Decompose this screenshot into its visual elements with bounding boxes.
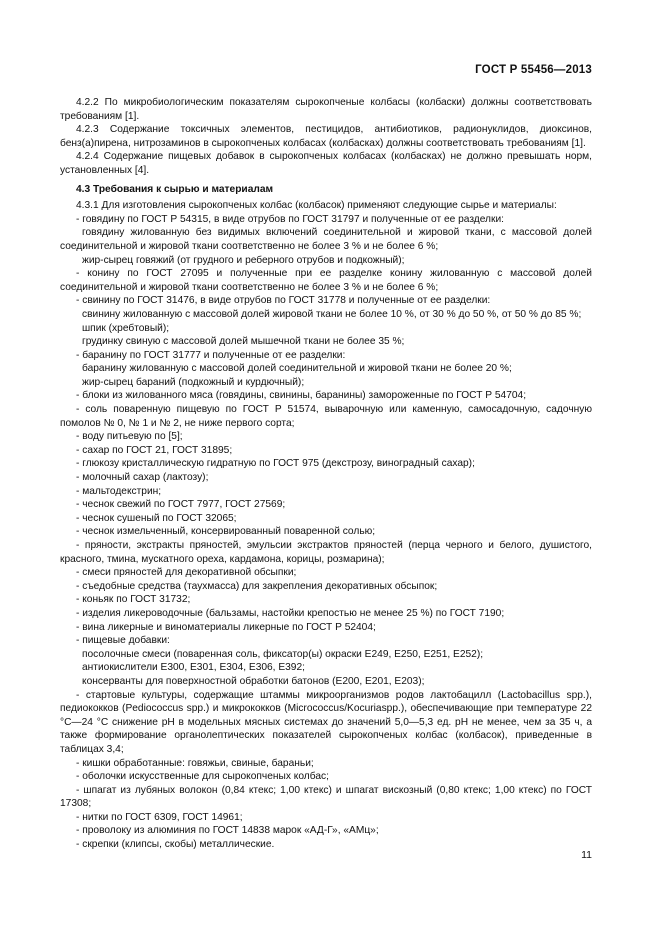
list-item: - глюкозу кристаллическую гидратную по ГОСТ 975 (декстрозу, виноградный сахар);: [76, 458, 475, 470]
list-item: - смеси пряностей для декоративной обсыпки;: [76, 567, 297, 579]
list-item: - чеснок сушеный по ГОСТ 32065;: [76, 512, 237, 524]
list-subitem: свинину жилованную с массовой долей жировой ткани не более 10 %, от 30 % до 50 %, от 50 % до 85 %;: [82, 308, 582, 320]
list-subitem: консерванты для поверхностной обработки батонов (Е200, Е201, Е203);: [82, 675, 425, 687]
list-item: - шпагат из лубяных волокон (0,84 ктекс; 1,00 ктекс) и шпагат вискозный (0,80 ктекс; 1,00 ктекс) по ГОСТ 17308;: [60, 784, 592, 810]
list-item: - блоки из жилованного мяса (говядины, свинины, баранины) замороженные по ГОСТ Р 54704;: [76, 390, 527, 402]
list-item: - говядину по ГОСТ Р 54315, в виде отрубов по ГОСТ 31797 и полученные от ее разделки:: [76, 213, 504, 225]
list-item: - вина ликерные и виноматериалы ликерные по ГОСТ Р 52404;: [76, 621, 376, 633]
list-item: - съедобные средства (таухмасса) для закрепления декоративных обсыпок;: [76, 580, 438, 592]
list-subitem: антиокислители Е300, Е301, Е304, Е306, Е392;: [82, 662, 305, 674]
paragraph-4-2-2: 4.2.2 По микробиологическим показателям сырокопченые колбасы (колбаски) должны соответствовать требованиям [1].: [60, 97, 592, 122]
paragraph-4-3-1: 4.3.1 Для изготовления сырокопченых колбас (колбасок) применяют следующие сырье и материалы:: [76, 200, 557, 212]
paragraph-4-2-4: 4.2.4 Содержание пищевых добавок в сырокопченых колбасах (колбасках) не должно превышать норм, установленных [4].: [60, 151, 592, 176]
list-item: - коньяк по ГОСТ 31732;: [76, 594, 191, 606]
list-subitem: шпик (хребтовый);: [82, 322, 170, 334]
list-item: - баранину по ГОСТ 31777 и полученные от ее разделки:: [76, 349, 346, 361]
list-item: - мальтодекстрин;: [76, 485, 162, 497]
list-item: - чеснок измельченный, консервированный поваренной солью;: [76, 526, 376, 538]
list-subitem: говядину жилованную без видимых включений соединительной и жировой ткани, с массовой долей соединительной и жировой ткани соответственно не более 3 % и не более 6 %;: [60, 227, 592, 252]
list-item: - молочный сахар (лактозу);: [76, 472, 209, 484]
list-item: - сахар по ГОСТ 21, ГОСТ 31895;: [76, 444, 233, 456]
list-item: - нитки по ГОСТ 6309, ГОСТ 14961;: [76, 811, 243, 823]
list-item: - воду питьевую по [5];: [76, 431, 183, 443]
document-header: ГОСТ Р 55456—2013: [475, 64, 592, 76]
list-item: - изделия ликероводочные (бальзамы, настойки крепостью не менее 25 %) по ГОСТ 7190;: [76, 607, 505, 619]
list-item: - проволоку из алюминия по ГОСТ 14838 марок «АД-Г», «АМц»;: [76, 825, 379, 837]
paragraph-4-2-3: 4.2.3 Содержание токсичных элементов, пестицидов, антибиотиков, радионуклидов, диоксинов, бенз(а)пирена, нитрозаминов в сырокопченых колбасах (колбасках) должны соответствовать требованиям [1].: [60, 124, 592, 149]
page-content: [60, 96, 592, 852]
list-item: - свинину по ГОСТ 31476, в виде отрубов по ГОСТ 31778 и полученные от ее разделки:: [76, 295, 491, 307]
page-number: 11: [581, 849, 592, 861]
list-item: - соль поваренную пищевую по ГОСТ Р 51574, выварочную или каменную, самосадочную, садочную помолов № 0, № 1 и № 2, не ниже первого сорта;: [60, 404, 592, 429]
list-item: - кишки обработанные: говяжьи, свиные, бараньи;: [76, 757, 314, 769]
list-item: - чеснок свежий по ГОСТ 7977, ГОСТ 27569;: [76, 499, 286, 511]
list-subitem: баранину жилованную с массовой долей соединительной и жировой ткани не более 20 %;: [82, 363, 512, 375]
list-item: - стартовые культуры, содержащие штаммы микроорганизмов родов лактобацилл (Lactobacillus spp.), педиококков (Pediococcus spp.) и микрококков (Micrococcus/Kocuriaspp.), обеспечивающие при температуре 22 °С—24 °С снижение рН в модельных мясных системах до значений 5,0—5,3 ед. рН не менее, чем за 35 ч, а также формирование органолептических показателей сырокопченых колбас (колбасок), приведенные в таблицах 3,4;: [60, 689, 592, 755]
section-heading-4-3: 4.3 Требования к сырью и материалам: [76, 183, 274, 195]
list-item: - оболочки искусственные для сырокопченых колбас;: [76, 771, 329, 783]
list-item: - конину по ГОСТ 27095 и полученные при ее разделке конину жилованную с массовой долей соединительной и жировой ткани соответственно не более 3 % и не более 6 %;: [60, 268, 592, 293]
list-subitem: грудинку свиную с массовой долей мышечной ткани не более 35 %;: [82, 336, 405, 348]
list-subitem: жир-сырец бараний (подкожный и курдючный);: [82, 376, 305, 388]
list-item: - скрепки (клипсы, скобы) металлические.: [76, 839, 275, 851]
list-item: - пряности, экстракты пряностей, эмульсии экстрактов пряностей (перца черного и белого, душистого, красного, тмина, мускатного ореха, кардамона, корицы, розмарина);: [60, 540, 592, 565]
list-subitem: посолочные смеси (поваренная соль, фиксатор(ы) окраски Е249, Е250, Е251, Е252);: [82, 648, 484, 660]
list-item: - пищевые добавки:: [76, 635, 170, 647]
list-subitem: жир-сырец говяжий (от грудного и реберного отрубов и подкожный);: [82, 254, 405, 266]
